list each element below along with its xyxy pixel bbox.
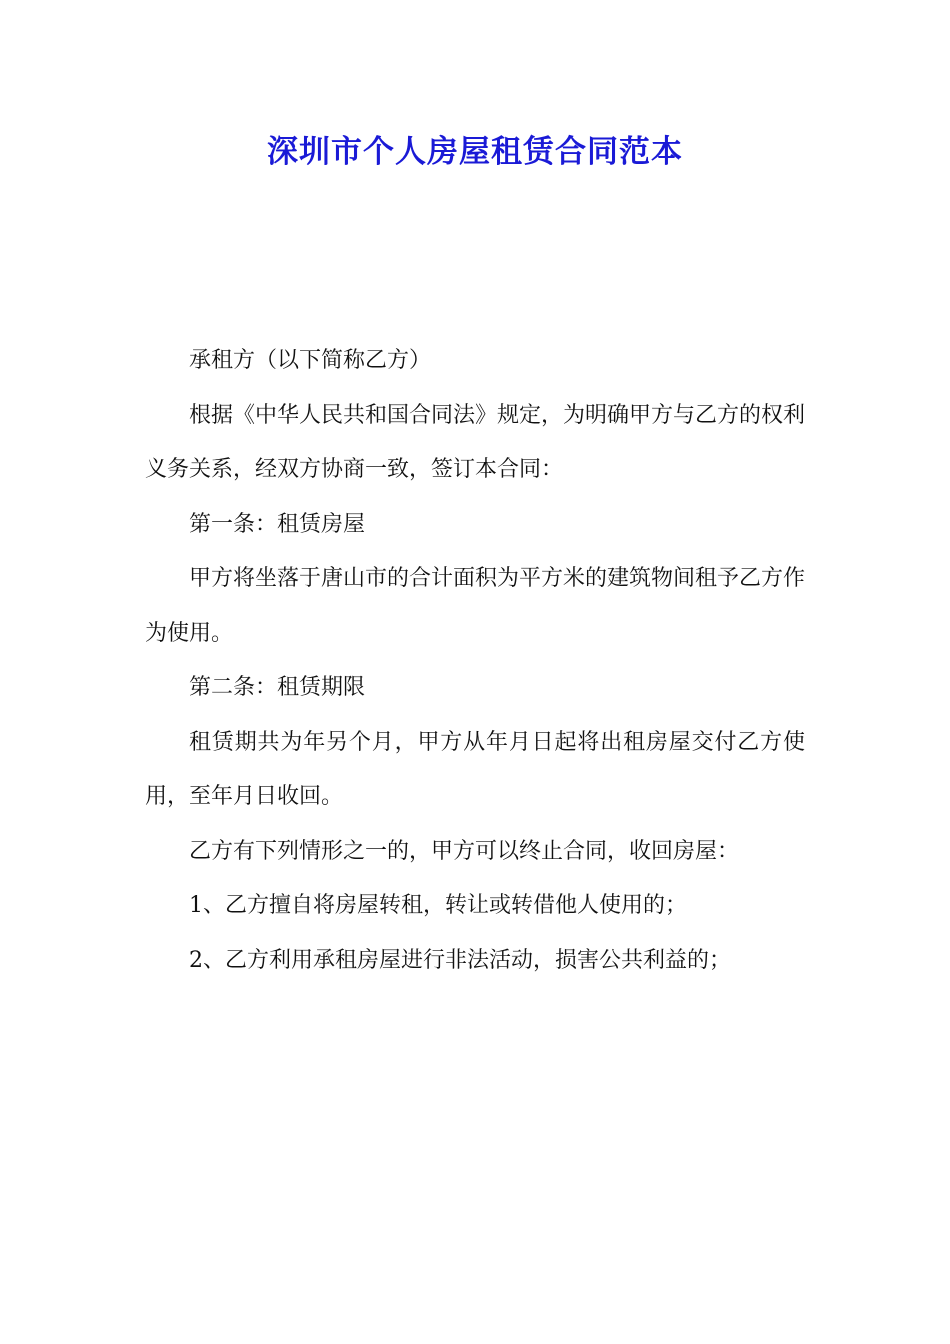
termination-clause: 乙方有下列情形之一的，甲方可以终止合同，收回房屋：: [189, 838, 740, 864]
document-title: 深圳市个人房屋租赁合同范本: [267, 134, 683, 170]
article-1-heading: 第一条：租赁房屋: [189, 511, 366, 537]
paragraph-preamble: 根据《中华人民共和国合同法》规定，为明确甲方与乙方的权利义务关系，经双方协商一致，签订本合同：: [145, 402, 806, 482]
article-2-body: 租赁期共为年另个月，甲方从年月日起将出租房屋交付乙方使用，至年月日收回。: [145, 729, 805, 809]
document-body: [145, 334, 805, 988]
termination-item-1: 1、乙方擅自将房屋转租，转让或转借他人使用的；: [189, 893, 687, 918]
article-1-body: 甲方将坐落于唐山市的合计面积为平方米的建筑物间租予乙方作为使用。: [145, 566, 806, 646]
termination-item-2: 2、乙方利用承租房屋进行非法活动，损害公共利益的；: [189, 947, 731, 973]
article-2-heading: 第二条：租赁期限: [189, 675, 366, 700]
paragraph-lessee: 承租方（以下简称乙方）: [189, 348, 432, 373]
